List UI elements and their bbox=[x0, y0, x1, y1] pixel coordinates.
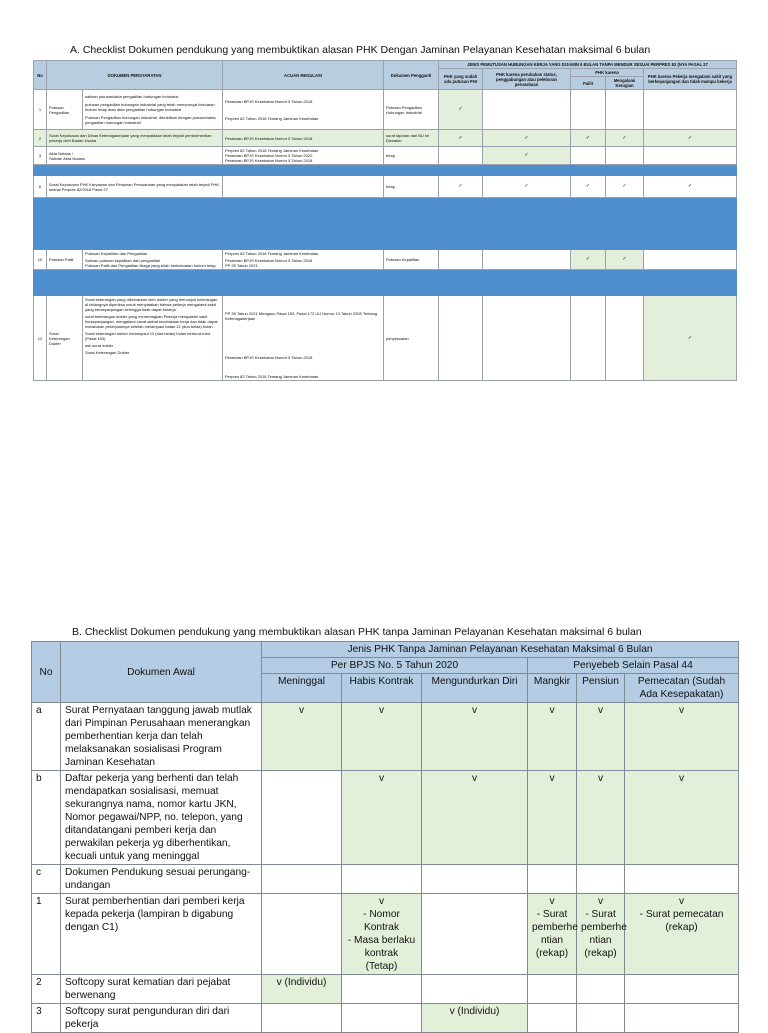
b-header-dokumen: Dokumen Awal bbox=[61, 642, 262, 703]
a-doc-line: Putusan Pengadilan hubungan industrial, dibuktikan dengan putusan/akta pengadilan hubungan industrial bbox=[85, 115, 216, 125]
a-empty-cell bbox=[483, 90, 571, 130]
b-check-cell bbox=[342, 865, 422, 894]
b-check-cell bbox=[577, 1004, 625, 1033]
a-acuan-line: PP 35 Tahun 2021 bbox=[225, 263, 258, 268]
a-row-acuan bbox=[223, 147, 384, 165]
b-row-no: c bbox=[32, 865, 61, 894]
a-empty-cell bbox=[439, 250, 483, 270]
a-check-cell: ✓ bbox=[483, 147, 571, 165]
a-header-pengganti: Dokumen Pengganti bbox=[384, 61, 439, 90]
a-header-pailit: Pailit bbox=[571, 77, 606, 90]
a-row-10 bbox=[34, 250, 737, 270]
a-acuan-line: PP 35 Tahun 2021 Mengacu Pasal 153, Pasal 172 UU Nomor 13 Tahun 2003 Tentang Ketenagakerjaan bbox=[225, 311, 378, 321]
a-row-no: 3 bbox=[34, 147, 47, 165]
a-header-kerugian: Mengalami Kerugian bbox=[606, 77, 644, 90]
b-row-no: b bbox=[32, 771, 61, 865]
a-doc-line: Akta Notaris / bbox=[49, 150, 74, 156]
a-acuan-line: Peraturan BPJS Kesehatan Nomor 5 Tahun 2018 bbox=[225, 355, 313, 360]
b-check-cell: v bbox=[262, 703, 342, 771]
b-row-doc: Surat pemberhentian dari pemberi kerja kepada pekerja (lampiran b digabung dengan C1) bbox=[61, 894, 262, 975]
b-row-2 bbox=[32, 975, 739, 1004]
a-check-cell: ✓ bbox=[439, 176, 483, 198]
a-check-cell: ✓ bbox=[644, 130, 737, 147]
a-row-pengganti: Putusan Pengadilan Hubungan Industrial bbox=[384, 90, 439, 130]
b-row-c bbox=[32, 865, 739, 894]
b-check-cell bbox=[422, 865, 528, 894]
b-row-a bbox=[32, 703, 739, 771]
b-row-doc: Dokumen Pendukung sesuai perungang-undangan bbox=[61, 865, 262, 894]
a-empty-cell bbox=[606, 90, 644, 130]
a-row-docs bbox=[83, 90, 223, 130]
a-row-pengganti: tetap bbox=[384, 147, 439, 165]
b-header-group1: Per BPJS No. 5 Tahun 2020 bbox=[262, 658, 528, 674]
b-row-doc: Softcopy surat kematian dari pejabat berwenang bbox=[61, 975, 262, 1004]
b-check-cell: v bbox=[422, 703, 528, 771]
b-col-header: Meninggal bbox=[262, 674, 342, 703]
a-row-name: Surat Keterangan Dokter bbox=[47, 296, 83, 381]
a-acuan-line: Peraturan BPJS Kesehatan Nomor 5 Tahun 2018 bbox=[225, 98, 313, 104]
b-check-cell: v bbox=[625, 703, 739, 771]
b-header-no: No bbox=[32, 642, 61, 703]
b-check-cell: v bbox=[577, 703, 625, 771]
a-empty-cell bbox=[571, 296, 606, 381]
a-header-sub1: PHK yang sudah ada putusan PHI bbox=[439, 69, 483, 90]
b-check-cell: v bbox=[577, 771, 625, 865]
a-doc-line: Surat keterangan yang dikeluarkan oleh dokter yang menunjuk keterangan di bidangnya diperiksa untuk menyatakan bahwa pekerja mengalami sakit yang berkepanjangan sehingga tidak dapat bekerja bbox=[85, 297, 218, 312]
b-check-cell bbox=[342, 975, 422, 1004]
a-row-name: Putusan Pailit bbox=[47, 250, 83, 270]
a-row-name: Putusan Pengadilan bbox=[47, 90, 83, 130]
a-empty-cell bbox=[483, 250, 571, 270]
a-acuan-line: Perpres 82 Tahun 2018 Tentang Jaminan Kesehatan bbox=[225, 115, 319, 121]
a-header-sub4: PHK karena Pekerja mengalami sakit yang berkepanjangan dan tidak mampu bekerja bbox=[644, 69, 737, 90]
b-check-cell bbox=[577, 865, 625, 894]
a-row-no: 2 bbox=[34, 130, 47, 147]
a-header-sub3: PHK karena bbox=[571, 69, 644, 77]
a-empty-cell bbox=[223, 176, 384, 198]
a-doc-line: Putusan Kepailitan dan Pengadilan bbox=[85, 251, 148, 256]
b-check-cell bbox=[262, 771, 342, 865]
a-row-pengganti: tetap bbox=[384, 176, 439, 198]
b-check-cell: v bbox=[528, 703, 577, 771]
a-empty-cell bbox=[606, 147, 644, 165]
b-check-cell: v bbox=[342, 703, 422, 771]
a-row-acuan: Peraturan BPJS Kesehatan Nomor 5 Tahun 2018 bbox=[223, 130, 384, 147]
b-check-cell bbox=[422, 894, 528, 975]
b-check-cell bbox=[528, 865, 577, 894]
a-row-pengganti: surat laporan dari BU ke Disnaker bbox=[384, 130, 439, 147]
a-check-cell: ✓ bbox=[606, 250, 644, 270]
a-row-docs bbox=[83, 296, 223, 381]
b-check-cell bbox=[528, 975, 577, 1004]
b-check-cell bbox=[625, 975, 739, 1004]
a-acuan-line: Perpres 82 Tahun 2018 Tentang Jaminan Kesehatan bbox=[225, 148, 319, 153]
a-doc-line: Putusan Pailit dan Pengadilan Niaga yang telah berkekuatan hukum tetap bbox=[85, 263, 216, 268]
a-check-cell: ✓ bbox=[644, 296, 737, 381]
a-doc-line: asli surat dokter bbox=[85, 343, 114, 348]
a-check-cell: ✓ bbox=[644, 176, 737, 198]
a-check-cell: ✓ bbox=[571, 176, 606, 198]
b-col-header: Pemecatan (Sudah Ada Kesepakatan) bbox=[625, 674, 739, 703]
a-header-dokumen: DOKUMEN PERSYARATAN bbox=[47, 61, 223, 90]
a-band bbox=[34, 198, 737, 250]
a-doc-line: Surat keterangan dokter melampaui 12 (dua belas) bulan berturut-turut (Pasal 153) bbox=[85, 331, 211, 341]
a-empty-cell bbox=[644, 147, 737, 165]
a-empty-cell bbox=[571, 147, 606, 165]
a-row-12 bbox=[34, 296, 737, 381]
b-check-cell bbox=[625, 1004, 739, 1033]
b-col-header: Pensiun bbox=[577, 674, 625, 703]
a-check-cell: ✓ bbox=[483, 176, 571, 198]
b-check-cell bbox=[262, 894, 342, 975]
b-col-header: Mengundurkan Diri bbox=[422, 674, 528, 703]
b-col-header: Habis Kontrak bbox=[342, 674, 422, 703]
b-check-cell bbox=[625, 865, 739, 894]
a-row-acuan bbox=[223, 296, 384, 381]
a-header-jenis: JENIS PEMUTUSAN HUBUNGAN KERJA YANG DIJAMIN 6 BULAN TANPA MENDUR SESUAI PERPRES 82 (NYA PASAL 27 bbox=[439, 61, 737, 69]
a-band bbox=[34, 270, 737, 296]
a-doc-line: salinan putusan/akta pengadilan hubungan industrial bbox=[85, 94, 179, 99]
b-col-header: Mangkir bbox=[528, 674, 577, 703]
b-row-1 bbox=[32, 894, 739, 975]
a-row-pengganti: penyesuaian bbox=[384, 296, 439, 381]
a-check-cell: ✓ bbox=[606, 176, 644, 198]
a-row-pengganti: Putusan Kepailitan bbox=[384, 250, 439, 270]
b-check-cell: v bbox=[422, 771, 528, 865]
b-check-cell: v bbox=[528, 771, 577, 865]
b-row-3 bbox=[32, 1004, 739, 1033]
section-b-title: B. Checklist Dokumen pendukung yang membuktikan alasan PHK tanpa Jaminan Pelayanan Kesehatan maksimal 6 bulan bbox=[72, 626, 642, 638]
a-band bbox=[34, 165, 737, 176]
b-row-no: 1 bbox=[32, 894, 61, 975]
a-row-6 bbox=[34, 176, 737, 198]
a-acuan-line: Perpres 82 Tahun 2018 Tentang Jaminan Kesehatan bbox=[225, 374, 319, 379]
b-check-cell bbox=[342, 1004, 422, 1033]
a-row-no: 10 bbox=[34, 250, 47, 270]
b-row-doc: Surat Pernyataan tanggung jawab mutlak dari Pimpinan Perusahaan menerangkan pemberhentian kerja dan telah melaksanakan sosialisasi Program Jaminan Kesehatan bbox=[61, 703, 262, 771]
a-header-no: No bbox=[34, 61, 47, 90]
a-empty-cell bbox=[606, 296, 644, 381]
a-doc-line: surat keterangan dokter yang menerangkan Pekerja mengalami sakit berkepanjangan, mengalami cacat akibat kecelakaan kerja dan tidak dapat melakukan pekerjaannya setelah melampaui batas 12 (dua belas) bulan bbox=[85, 314, 218, 329]
b-row-doc: Softcopy surat pengunduran diri dari pekerja bbox=[61, 1004, 262, 1033]
a-row-no: 1 bbox=[34, 90, 47, 130]
a-row-2 bbox=[34, 130, 737, 147]
section-a-title: A. Checklist Dokumen pendukung yang membuktikan alasan PHK Dengan Jaminan Pelayanan Kesehatan maksimal 6 bulan bbox=[70, 44, 651, 56]
a-check-cell: ✓ bbox=[571, 250, 606, 270]
b-check-cell bbox=[577, 975, 625, 1004]
a-doc-line: Salinan putusan kepailitan dari pengadilan bbox=[85, 258, 161, 263]
b-row-no: a bbox=[32, 703, 61, 771]
b-row-no: 3 bbox=[32, 1004, 61, 1033]
a-empty-cell bbox=[439, 296, 483, 381]
a-doc-line: Surat Keterangan Dokter bbox=[85, 350, 130, 355]
b-header-group2: Penyebeb Selain Pasal 44 bbox=[528, 658, 739, 674]
a-row-acuan bbox=[223, 250, 384, 270]
b-check-cell: v - Nomor Kontrak - Masa berlaku kontrak (Tetap) bbox=[342, 894, 422, 975]
a-row-1 bbox=[34, 90, 737, 130]
a-empty-cell bbox=[439, 147, 483, 165]
a-doc-line: Salinan Akta Notaris bbox=[49, 155, 86, 161]
a-header-sub2: PHK karena perubahan status, penggabungan atau peleburan perusahaan bbox=[483, 69, 571, 90]
a-check-cell: ✓ bbox=[439, 90, 483, 130]
a-doc-line: putusan pengadilan hubungan industrial yang telah mempunyai kekuatan hukum tetap atau akta pengadilan hubungan industrial bbox=[85, 102, 215, 112]
b-row-no: 2 bbox=[32, 975, 61, 1004]
section-a-table bbox=[33, 60, 737, 381]
a-header-acuan: ACUAN REGULASI bbox=[223, 61, 384, 90]
section-b-table bbox=[31, 641, 739, 1033]
a-row-3 bbox=[34, 147, 737, 165]
a-empty-cell bbox=[571, 90, 606, 130]
a-empty-cell bbox=[644, 90, 737, 130]
a-check-cell: ✓ bbox=[606, 130, 644, 147]
a-acuan-line: Peraturan BPJS Kesehatan Nomor 5 Tahun 2020 bbox=[225, 153, 313, 158]
b-row-b bbox=[32, 771, 739, 865]
b-check-cell: v bbox=[625, 771, 739, 865]
b-row-doc: Daftar pekerja yang berhenti dan telah mendapatkan sosialisasi, memuat sekurangnya nama, nomor kartu JKN, Nomor pegawai/NPP, no. telepon, yang ditandatangani pemberi kerja dan perwakilan pekerja yg diberhentikan, kecuali untuk yang meninggal bbox=[61, 771, 262, 865]
a-empty-cell bbox=[644, 250, 737, 270]
a-acuan-line: Peraturan BPJS Kesehatan Nomor 5 Tahun 2018 bbox=[225, 258, 313, 263]
b-check-cell bbox=[528, 1004, 577, 1033]
b-check-cell: v - Surat pemberhe ntian (rekap) bbox=[577, 894, 625, 975]
a-row-no: 6 bbox=[34, 176, 47, 198]
b-check-cell: v - Surat pemecatan (rekap) bbox=[625, 894, 739, 975]
a-check-cell: ✓ bbox=[439, 130, 483, 147]
a-check-cell: ✓ bbox=[571, 130, 606, 147]
a-row-name: Surat Keputusan PHK Karyawan dari Pimpinan Perusahaan yang menyatakan telah terjadi PHK sesuai Perpres 82/2018 Pasal 27 bbox=[47, 176, 223, 198]
a-row-no: 12 bbox=[34, 296, 47, 381]
b-check-cell: v (Individu) bbox=[262, 975, 342, 1004]
a-acuan-line: Perpres 82 Tahun 2018 Tentang Jaminan Kesehatan bbox=[225, 251, 319, 256]
a-check-cell: ✓ bbox=[483, 130, 571, 147]
a-row-acuan bbox=[223, 90, 384, 130]
a-row-docs bbox=[83, 250, 223, 270]
b-check-cell bbox=[262, 1004, 342, 1033]
a-row-name: Surat Keputusan dari Dinas Ketenagakerjaan yang menyatakan telah terjadi pemberhentian pekerja oleh Badan Usaha bbox=[47, 130, 223, 147]
a-acuan-line: Peraturan BPJS Kesehatan Nomor 5 Tahun 2018 bbox=[225, 158, 313, 163]
b-header-jenis: Jenis PHK Tanpa Jaminan Pelayanan Kesehatan Maksimal 6 Bulan bbox=[262, 642, 739, 658]
b-check-cell bbox=[262, 865, 342, 894]
a-empty-cell bbox=[483, 296, 571, 381]
b-check-cell: v bbox=[342, 771, 422, 865]
a-row-name bbox=[47, 147, 223, 165]
b-check-cell bbox=[422, 975, 528, 1004]
b-check-cell: v - Surat pemberhe ntian (rekap) bbox=[528, 894, 577, 975]
b-check-cell: v (Individu) bbox=[422, 1004, 528, 1033]
